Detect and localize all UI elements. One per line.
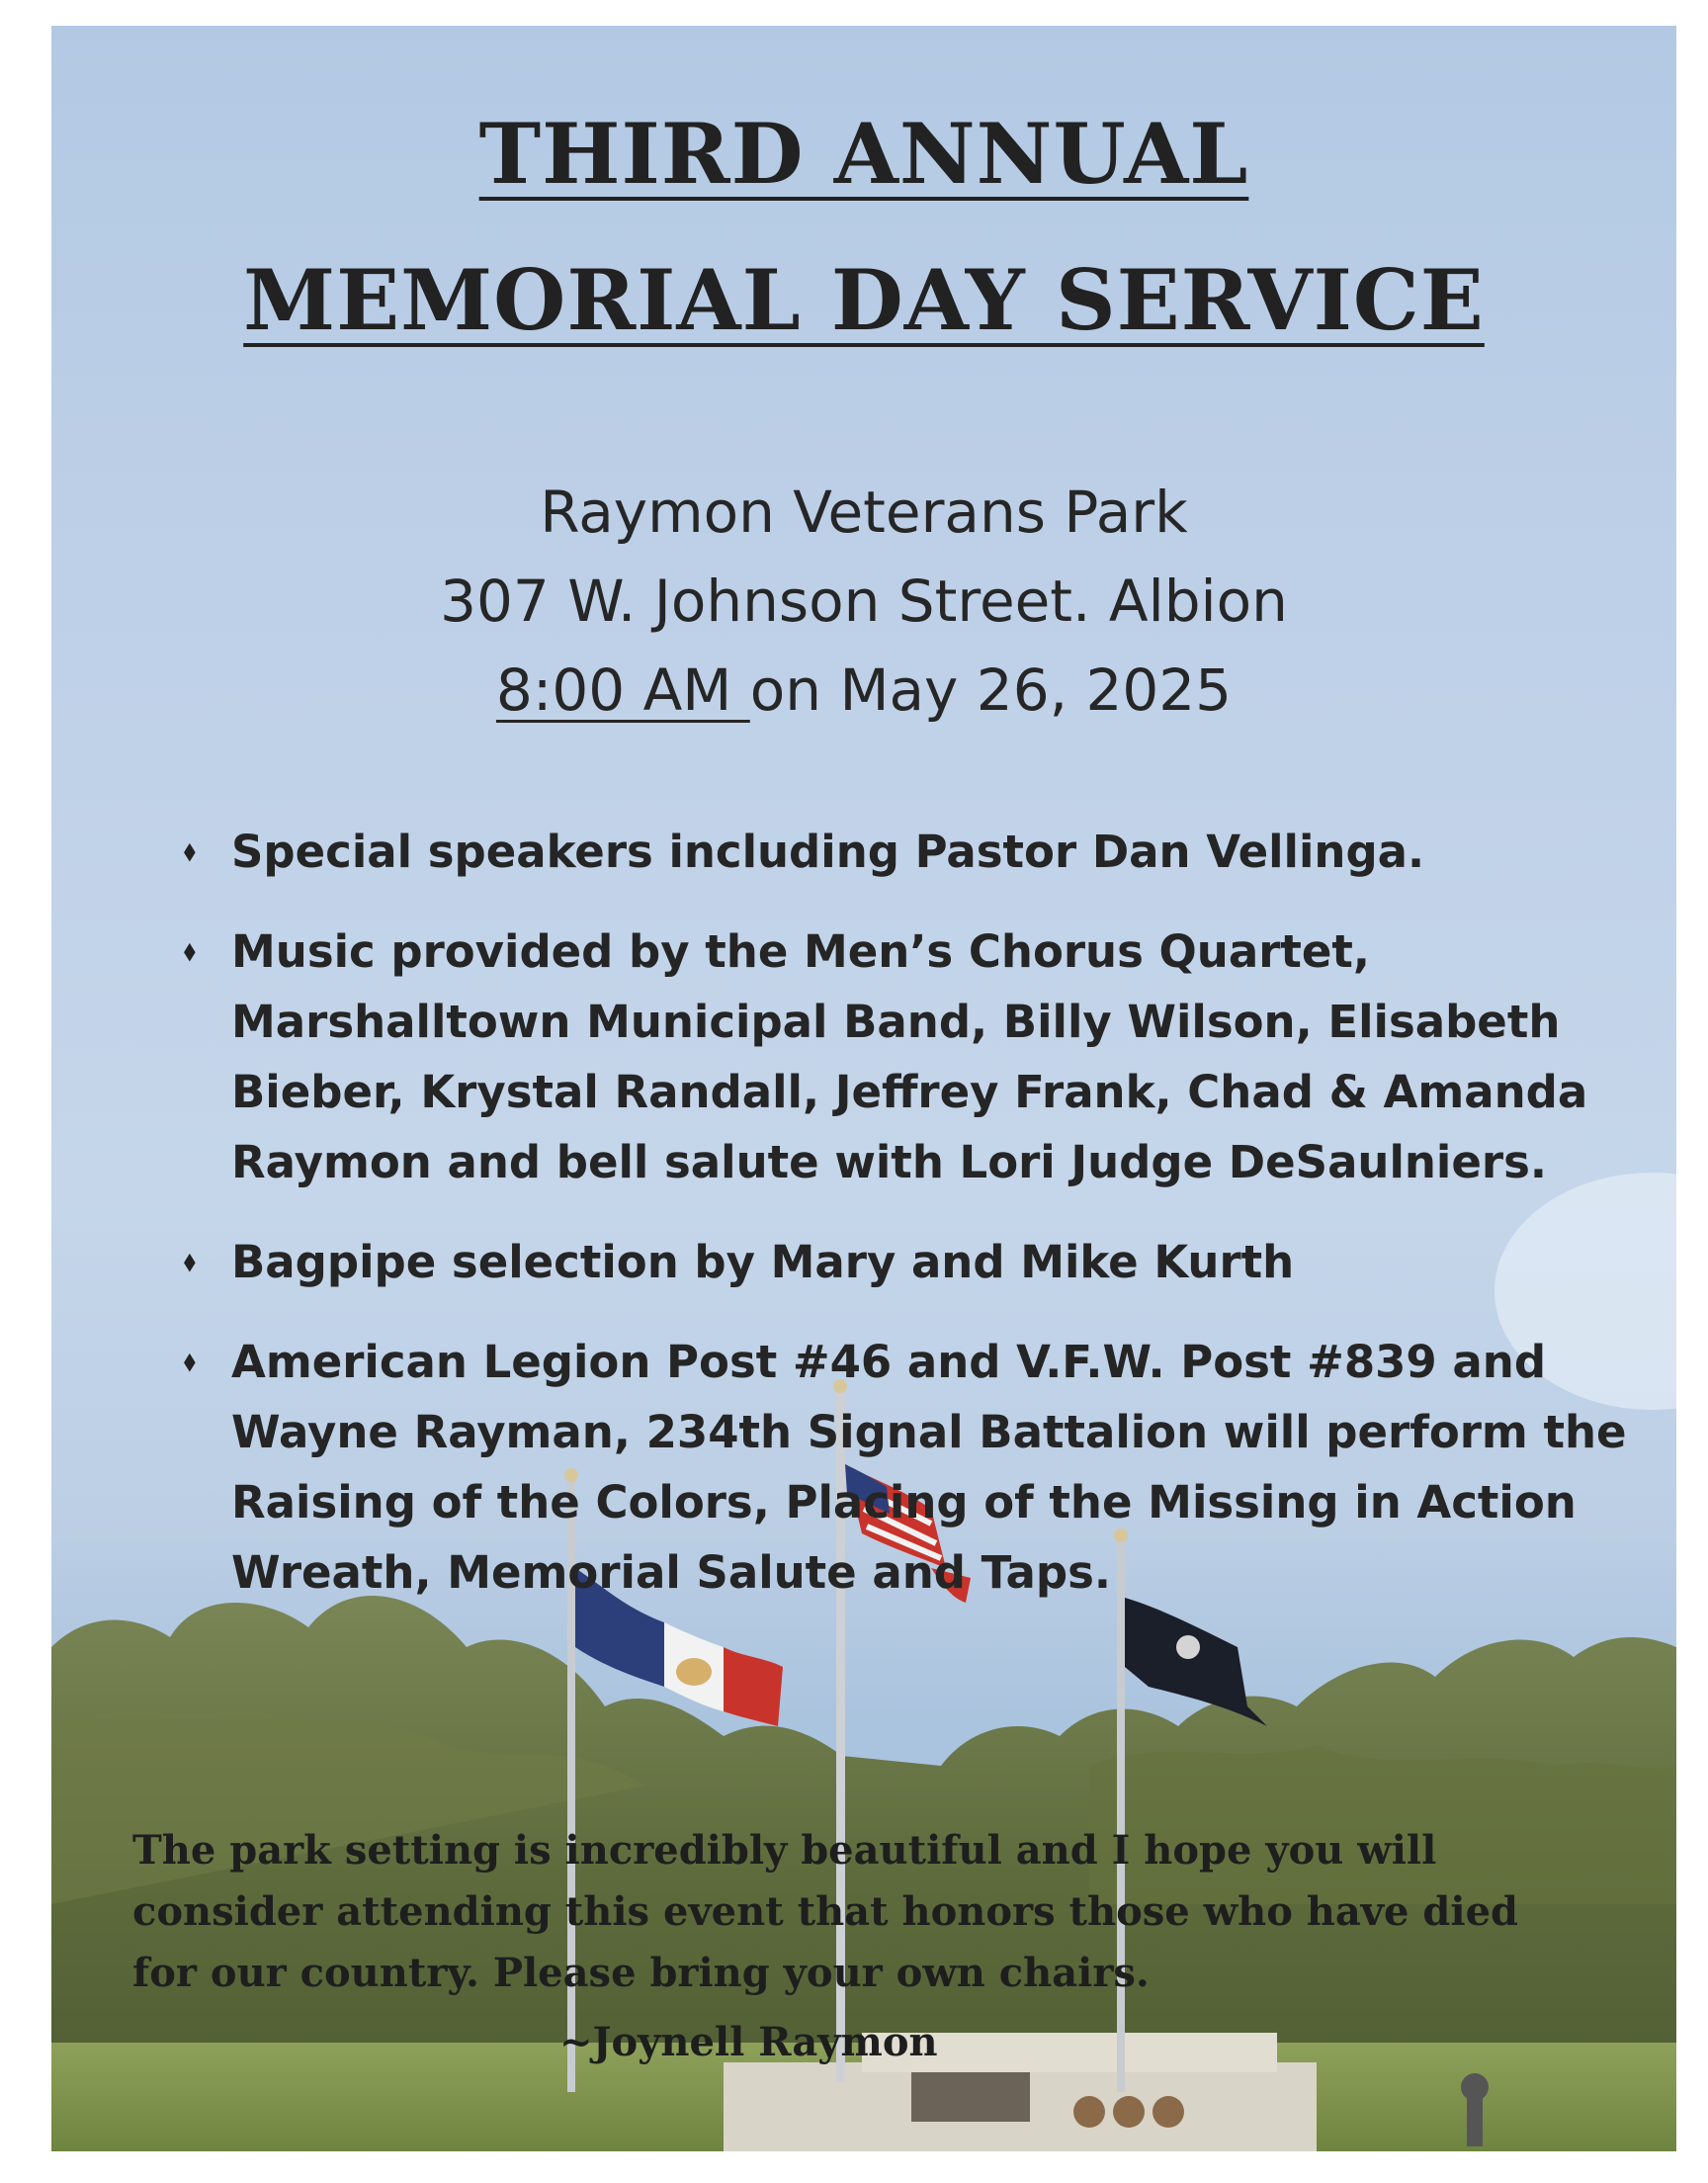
diamond-bullet-icon: ⬧ xyxy=(184,1247,196,1276)
diamond-bullet-icon: ⬧ xyxy=(184,936,196,966)
diamond-bullet-icon: ⬧ xyxy=(184,1347,196,1376)
diamond-bullet-icon: ⬧ xyxy=(184,836,196,866)
event-time: 8:00 AM xyxy=(495,656,750,724)
list-item: ⬧ Music provided by the Men’s Chorus Quartet, Marshalltown Municipal Band, Billy Wilson, Elisabeth Bieber, Krystal Randall, Jeffrey Frank, Chad & Amanda Raymon and bell salute with Lori Judge DeSaulniers. xyxy=(130,917,1653,1197)
list-item: ⬧ Special speakers including Pastor Dan Vellinga. xyxy=(130,817,1653,887)
event-date: on May 26, 2025 xyxy=(749,656,1233,724)
venue-address: 307 W. Johnson Street. Albion xyxy=(440,568,1288,635)
list-item: ⬧ Bagpipe selection by Mary and Mike Kurth xyxy=(130,1227,1653,1297)
title-line-1: THIRD ANNUAL xyxy=(478,105,1249,203)
program-list xyxy=(130,817,1653,1637)
list-item: ⬧ American Legion Post #46 and V.F.W. Post #839 and Wayne Rayman, 234th Signal Battalion will perform the Raising of the Colors, Placing of the Missing in Action Wreath, Memorial Salute and Taps. xyxy=(130,1327,1653,1608)
title-line-2: MEMORIAL DAY SERVICE xyxy=(243,251,1485,349)
closing-message: The park setting is incredibly beautiful and I hope you will consider attending this event that honors those who have died for our country. Please bring your own chairs. xyxy=(132,1827,1518,1996)
flyer xyxy=(51,26,1676,2151)
venue-name: Raymon Veterans Park xyxy=(540,479,1188,546)
event-datetime xyxy=(51,656,1676,724)
signature: ~Joynell Raymon xyxy=(559,2019,938,2065)
